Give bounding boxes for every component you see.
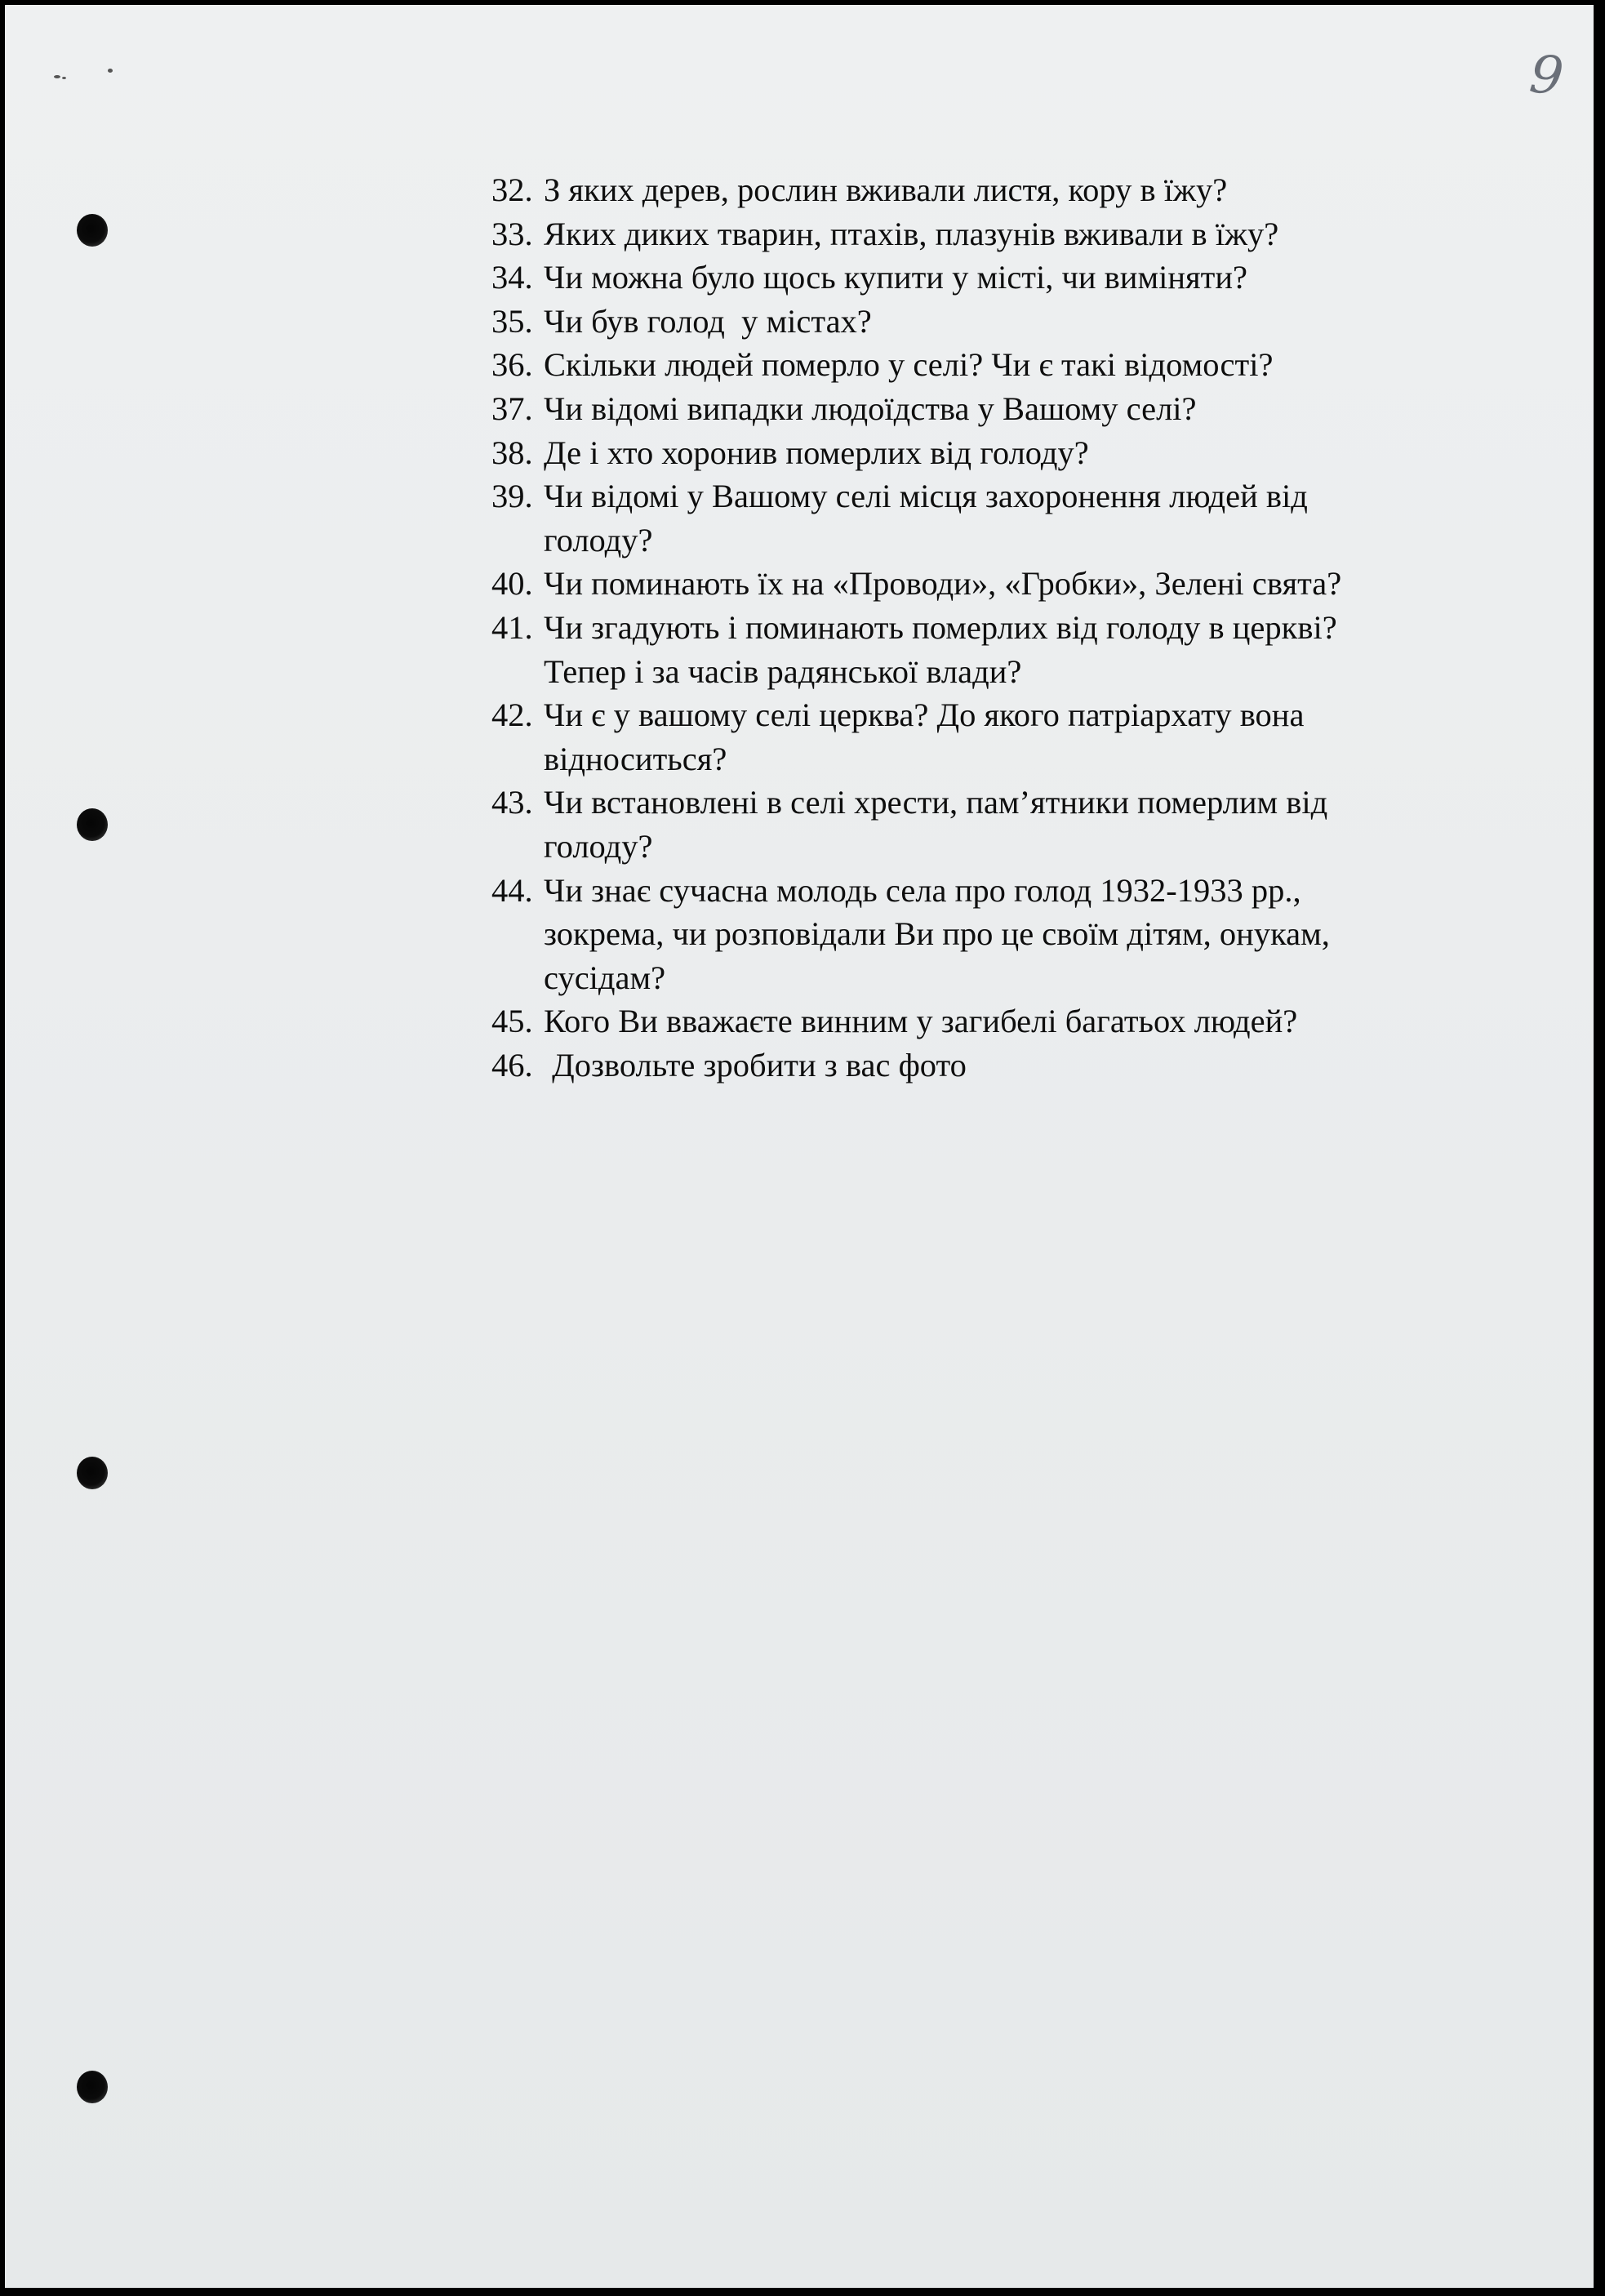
question-list	[491, 168, 1553, 1087]
question-item	[491, 781, 1553, 868]
question-number: 37.	[491, 389, 533, 427]
question-item	[491, 474, 1553, 562]
ink-speck	[62, 77, 66, 79]
question-item	[491, 387, 1553, 431]
question-item	[491, 343, 1553, 387]
question-item	[491, 562, 1553, 606]
question-number: 45.	[491, 1003, 533, 1040]
question-number: 39.	[491, 478, 533, 515]
question-item	[491, 1043, 1553, 1088]
question-text-line: Чи знає сучасна молодь села про голод 1932-1933 рр.,	[544, 871, 1301, 909]
question-text-line: голоду?	[544, 827, 653, 865]
question-text-line: Чи згадують і поминають померлих від голоду в церкві?	[544, 608, 1337, 646]
question-text-line: Чи поминають їх на «Проводи», «Гробки», Зелені свята?	[544, 565, 1342, 603]
question-number: 33.	[491, 215, 533, 252]
question-number: 44.	[491, 871, 533, 909]
question-text-line: Чи є у вашому селі церква? До якого патріархату вона	[544, 696, 1305, 734]
question-text-line: Дозвольте зробити з вас фото	[544, 1046, 967, 1083]
question-number: 42.	[491, 696, 533, 734]
question-number: 36.	[491, 346, 533, 384]
question-item	[491, 212, 1553, 256]
question-text-line: Де і хто хоронив померлих від голоду?	[544, 434, 1089, 471]
ink-speck	[54, 75, 60, 78]
question-text-line: Кого Ви вважаєте винним у загибелі багатьох людей?	[544, 1003, 1298, 1040]
question-text-line: Чи можна було щось купити у місті, чи виміняти?	[544, 259, 1248, 296]
question-number: 32.	[491, 171, 533, 208]
question-number: 41.	[491, 608, 533, 646]
handwritten-page-number: 9	[1527, 44, 1567, 108]
punch-hole	[77, 214, 108, 247]
document-page	[5, 5, 1594, 2288]
punch-hole	[77, 1457, 108, 1489]
question-number: 35.	[491, 302, 533, 340]
question-number: 34.	[491, 259, 533, 296]
question-item	[491, 256, 1553, 300]
question-item	[491, 693, 1553, 781]
question-text-line: Чи був голод у містах?	[544, 302, 872, 340]
question-text-line: Чи відомі у Вашому селі місця захоронення людей від	[544, 478, 1308, 515]
question-text-line: Тепер і за часів радянської влади?	[544, 652, 1022, 690]
question-text-line: З яких дерев, рослин вживали листя, кору в їжу?	[544, 171, 1228, 208]
question-item	[491, 869, 1553, 1000]
question-text-line: відноситься?	[544, 740, 727, 777]
question-item	[491, 606, 1553, 693]
question-number: 46.	[491, 1046, 533, 1083]
punch-hole	[77, 808, 108, 841]
question-item	[491, 999, 1553, 1043]
question-item	[491, 431, 1553, 475]
punch-hole	[77, 2071, 108, 2103]
question-text-line: сусідам?	[544, 959, 666, 996]
question-text-line: Яких диких тварин, птахів, плазунів вживали в їжу?	[544, 215, 1279, 252]
question-text-line: Чи відомі випадки людоїдства у Вашому селі?	[544, 389, 1197, 427]
question-item	[491, 168, 1553, 212]
question-item	[491, 300, 1553, 344]
ink-speck	[108, 69, 113, 73]
question-number: 40.	[491, 565, 533, 603]
question-text-line: голоду?	[544, 521, 653, 558]
question-number: 38.	[491, 434, 533, 471]
question-text-line: Чи встановлені в селі хрести, пам’ятники померлим від	[544, 784, 1328, 821]
question-number: 43.	[491, 784, 533, 821]
question-text-line: Скільки людей померло у селі? Чи є такі відомості?	[544, 346, 1274, 384]
question-text-line: зокрема, чи розповідали Ви про це своїм дітям, онукам,	[544, 915, 1330, 953]
